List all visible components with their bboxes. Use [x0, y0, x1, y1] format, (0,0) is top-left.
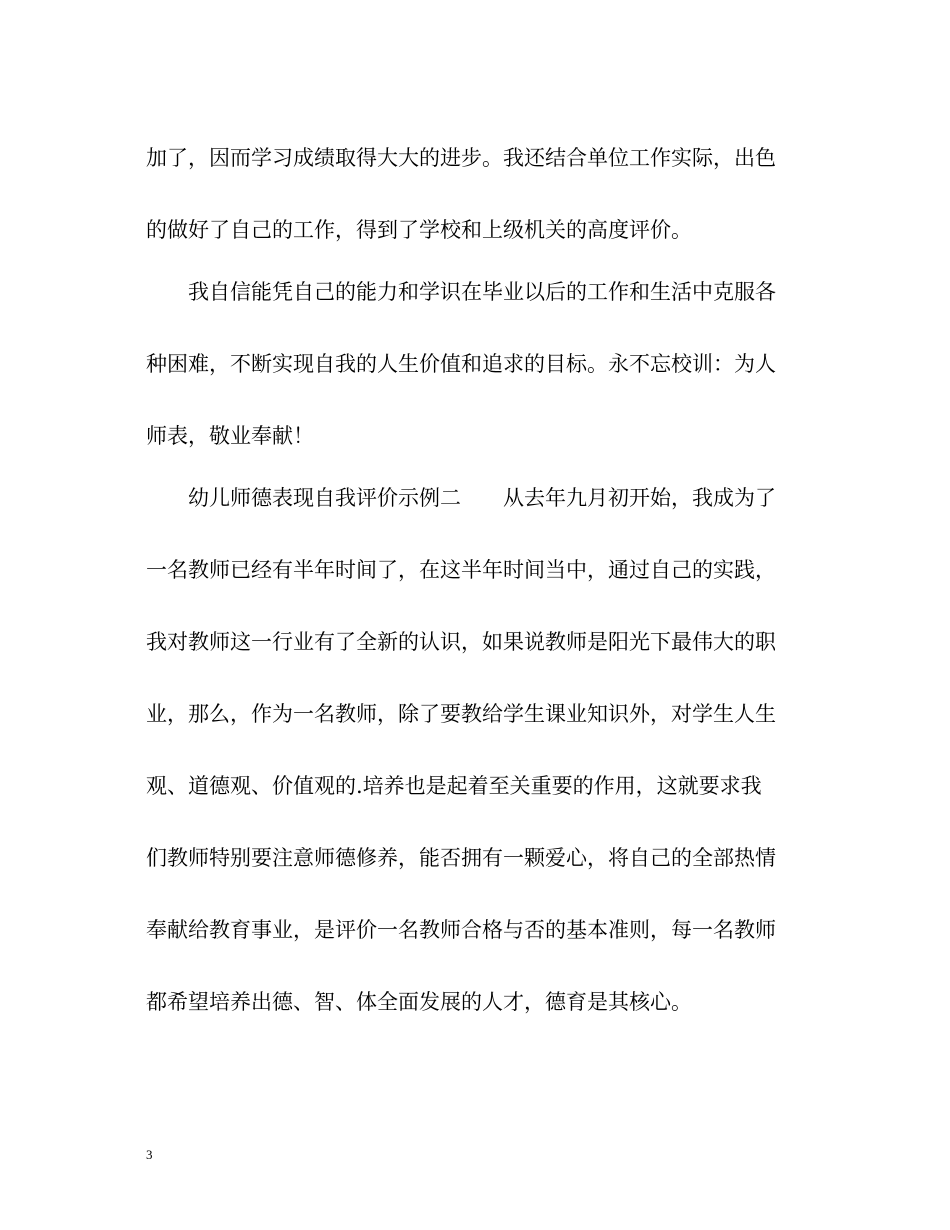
text-line: 们教师特别要注意师德修养，能否拥有一颗爱心，将自己的全部热情 [146, 846, 776, 870]
text-line: 业，那么，作为一名教师，除了要教给学生课业知识外，对学生人生 [146, 702, 776, 726]
text-line: 种困难，不断实现自我的人生价值和追求的目标。永不忘校训：为人 [146, 352, 776, 376]
text-line: 我自信能凭自己的能力和学识在毕业以后的工作和生活中克服各 [146, 280, 776, 304]
text-line: 我对教师这一行业有了全新的认识，如果说教师是阳光下最伟大的职 [146, 630, 776, 654]
text-line: 都希望培养出德、智、体全面发展的人才，德育是其核心。 [146, 990, 692, 1014]
text-line: 一名教师已经有半年时间了，在这半年时间当中，通过自己的实践， [146, 558, 776, 582]
text-line: 师表，敬业奉献！ [146, 424, 314, 448]
text-line: 的做好了自己的工作，得到了学校和上级机关的高度评价。 [146, 218, 692, 242]
text-line: 幼儿师德表现自我评价示例二 从去年九月初开始，我成为了 [146, 486, 776, 510]
text-line: 奉献给教育事业，是评价一名教师合格与否的基本准则，每一名教师 [146, 918, 776, 942]
page-number: 3 [146, 1147, 153, 1162]
text-line: 观、道德观、价值观的.培养也是起着至关重要的作用，这就要求我 [146, 774, 762, 798]
text-line: 加了，因而学习成绩取得大大的进步。我还结合单位工作实际，出色 [146, 146, 776, 170]
